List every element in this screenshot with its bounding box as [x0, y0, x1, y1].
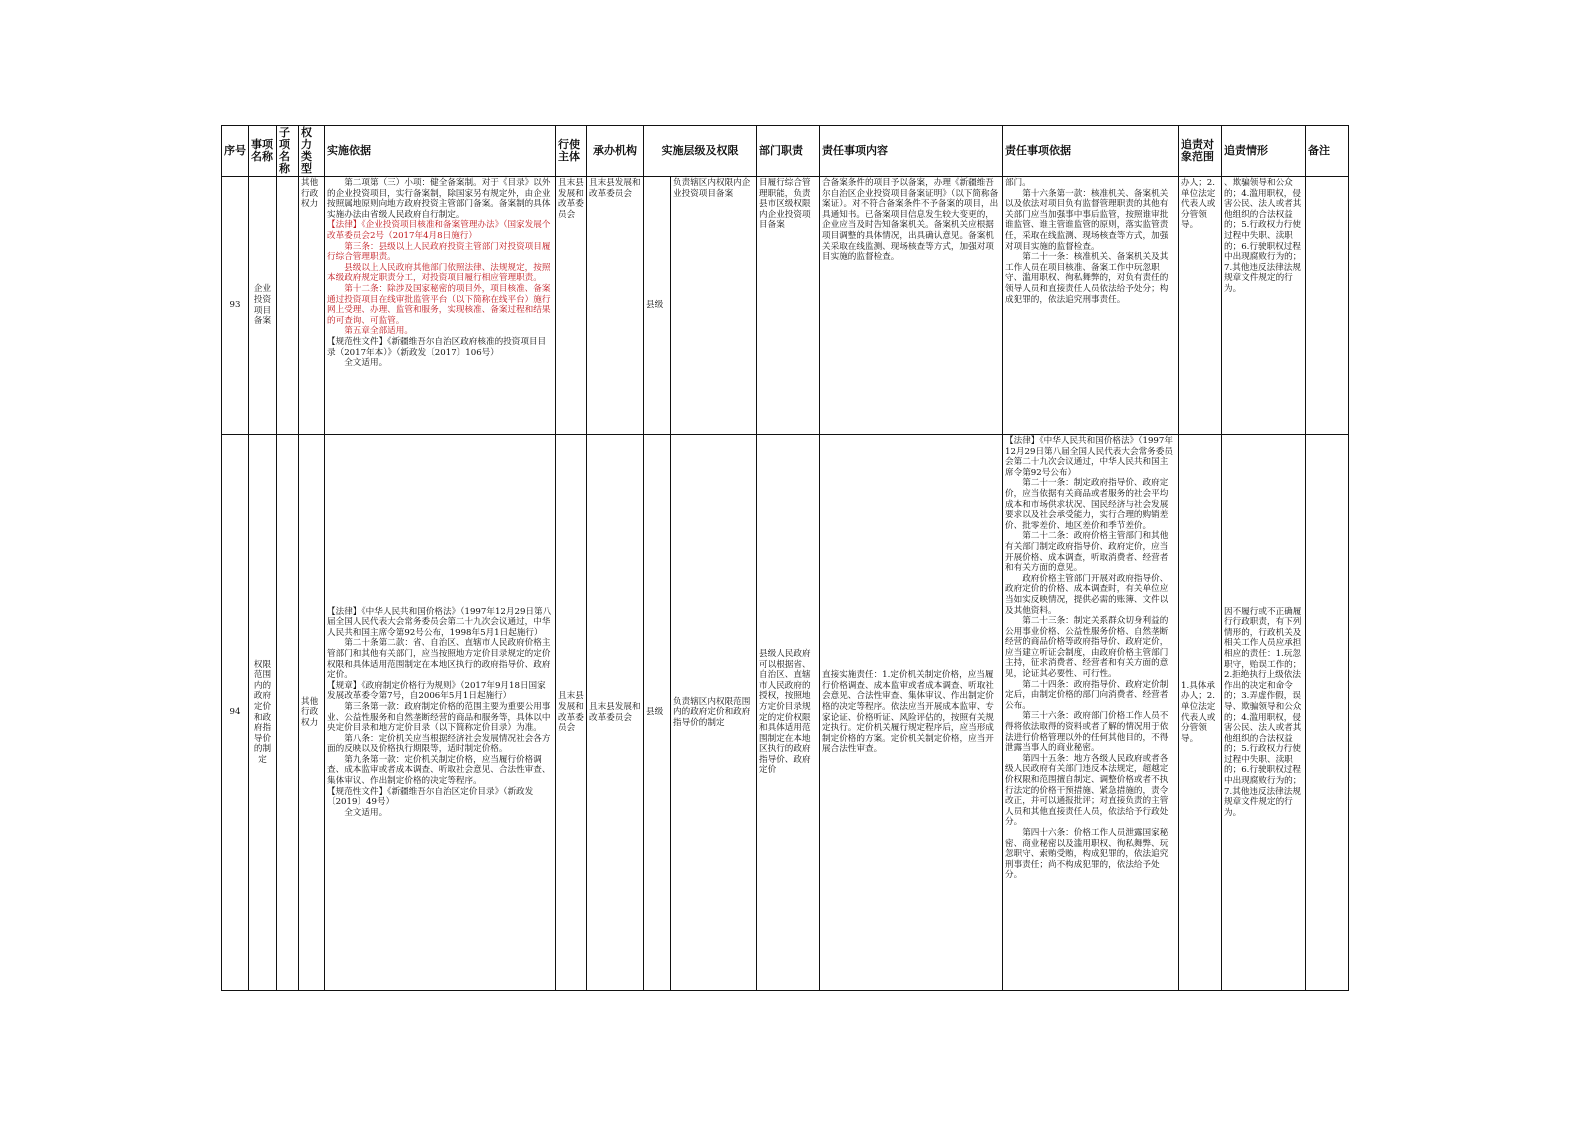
table-row	[222, 177, 1349, 435]
basis-paragraph: 第四十六条：价格工作人员泄露国家秘密、商业秘密以及滥用职权、徇私舞弊、玩忽职守、索贿受贿，构成犯罪的，依法追究刑事责任；尚不构成犯罪的，依法给予处分。	[1005, 827, 1169, 881]
basis-paragraph: 全文适用。	[344, 807, 388, 818]
basis-paragraph: 第五章全部适用。	[344, 326, 413, 337]
table-row	[222, 435, 1349, 991]
row-basis	[325, 177, 556, 435]
header-level: 实施层级及权限	[644, 126, 757, 177]
basis-paragraph: 县级以上人民政府其他部门依照法律、法规规定，按照本级政府规定职责分工，对投资项目履行相应管理职责。	[327, 262, 551, 284]
header-agency: 承办机构	[587, 126, 644, 177]
basis-paragraph: 第四十五条：地方各级人民政府或者各级人民政府有关部门违反本法规定，超越定价权限和范围擅自制定、调整价格或者不执行法定的价格干预措施、紧急措施的，责令改正，并可以通报批评；对直接负责的主管人员和其他直接责任人员，依法给予行政处分。	[1005, 753, 1169, 828]
basis-paragraph: 第二项第（三）小项：健全备案制。对于《目录》以外的企业投资项目，实行备案制，除国家另有规定外，由企业按照属地原则向地方政府投资主管部门备案。备案制的具体实施办法由省级人民政府自行制定。	[327, 178, 551, 220]
basis-paragraph: 政府价格主管部门开展对政府指导价、政府定价的价格、成本调查时，有关单位应当如实反映情况，提供必需的账簿、文件以及其他资料。	[1005, 573, 1169, 616]
basis-paragraphs	[327, 178, 553, 369]
row-subject: 且末县发展和改革委员会	[556, 177, 587, 435]
header-accountable-cases: 追责情形	[1222, 126, 1306, 177]
basis-paragraph: 第三十六条：政府部门价格工作人员不得将依法取得的资料或者了解的情况用于依法进行价格管理以外的任何其他目的，不得泄露当事人的商业秘密。	[1005, 711, 1169, 754]
row-level-desc: 负责辖区内权限内企业投资项目备案	[671, 177, 757, 435]
basis-paragraph: 第二十条第二款：省、自治区、直辖市人民政府价格主管部门和其他有关部门，应当按照地方定价目录规定的定价权限和具体适用范围制定在本地区执行的政府指导价、政府定价。	[327, 638, 551, 681]
basis-paragraphs	[327, 607, 553, 819]
row-level-scope: 县级	[644, 177, 671, 435]
header-resp-basis: 责任事项依据	[1003, 126, 1179, 177]
row-dept-duty: 县级人民政府可以根据省、自治区、直辖市人民政府的授权，按照地方定价目录规定的定价权限和具体适用范围制定在本地区执行的政府指导价、政府定价	[757, 435, 820, 991]
row-subject: 且末县发展和改革委员会	[556, 435, 587, 991]
header-accountable-scope: 追责对象范围	[1179, 126, 1222, 177]
row-remarks	[1306, 435, 1349, 991]
row-accountable-cases: 因不履行或不正确履行行政职责，有下列情形的，行政机关及相关工作人员应承担相应的责任：1.玩忽职守，贻误工作的；2.拒绝执行上级依法作出的决定和命令的；3.弄虚作假，误导、欺骗领导和公众的；4.滥用职权，侵害公民、法人或者其他组织的合法权益的；5.行政权力行使过程中失职、渎职的；6.行驶职权过程中出现腐败行为的；7.其他违反法律法规规章文件规定的行为。	[1222, 435, 1306, 991]
row-agency: 且末县发展和改革委员会	[587, 177, 644, 435]
row-level-scope: 县级	[644, 435, 671, 991]
resp-basis-paragraphs	[1005, 436, 1176, 881]
basis-paragraph: 第二十一条：制定政府指导价、政府定价，应当依据有关商品或者服务的社会平均成本和市场供求状况、国民经济与社会发展要求以及社会承受能力，实行合理的购销差价、批零差价、地区差价和季节差价。	[1005, 478, 1169, 531]
header-resp-content: 责任事项内容	[820, 126, 1003, 177]
row-sub-item	[277, 177, 299, 435]
resp-basis-paragraphs	[1005, 178, 1176, 305]
basis-paragraph: 【规范性文件】《新疆维吾尔自治区政府核准的投资项目目录（2017年本）》（新政发〔2017〕106号）	[327, 336, 547, 358]
row-resp-basis	[1003, 177, 1179, 435]
basis-paragraph: 全文适用。	[344, 358, 388, 369]
basis-paragraph: 第二十二条：政府价格主管部门和其他有关部门制定政府指导价、政府定价，应当开展价格、成本调查，听取消费者、经营者和有关方面的意见。	[1005, 531, 1169, 574]
row-resp-basis	[1003, 435, 1179, 991]
header-sub-item: 子项名称	[277, 126, 299, 177]
basis-paragraph: 第十六条第一款：核准机关、备案机关以及依法对项目负有监督管理职责的其他有关部门应当加强事中事后监管，按照谁审批谁监管、谁主管谁监管的原则，落实监管责任，采取在线监测、现场核查等方式，加强对项目实施的监督检查。	[1005, 188, 1169, 252]
basis-paragraph: 第九条第一款：定价机关制定价格，应当履行价格调查、成本监审或者成本调查、听取社会意见、合法性审查、集体审议、作出制定价格的决定等程序。	[327, 754, 551, 787]
row-power-type: 其他行政权力	[299, 177, 325, 435]
header-power-type: 权力类型	[299, 126, 325, 177]
row-resp-content: 直接实施责任：1.定价机关制定价格，应当履行价格调查、成本监审或者成本调查、听取社会意见、合法性审查、集体审议、作出制定价格的决定等程序。依法应当开展成本监审、专家论证、价格听证、风险评估的，按照有关规定执行。定价机关履行规定程序后，应当形成制定价格的方案。定价机关制定价格，应当开展合法性审查。	[820, 435, 1003, 991]
basis-paragraph: 第三条：县级以上人民政府投资主管部门对投资项目履行综合管理职责。	[327, 241, 551, 263]
header-dept-duty: 部门职责	[757, 126, 820, 177]
row-resp-content: 合备案条件的项目予以备案，办理《新疆维吾尔自治区企业投资项目备案证明》（以下简称备案证）。对不符合备案条件不予备案的项目，出具通知书。已备案项目信息发生较大变更的，企业应当及时告知备案机关。备案机关应根据项目调整的具体情况，出具确认意见。备案机关采取在线监测、现场核查等方式，加强对项目实施的监督检查。	[820, 177, 1003, 435]
basis-paragraph: 第二十三条：制定关系群众切身利益的公用事业价格、公益性服务价格、自然垄断经营的商品价格等政府指导价、政府定价，应当建立听证会制度，由政府价格主管部门主持，征求消费者、经营者和有关方面的意见，论证其必要性、可行性。	[1005, 616, 1169, 680]
row-remarks	[1306, 177, 1349, 435]
row-basis	[325, 435, 556, 991]
header-basis: 实施依据	[325, 126, 556, 177]
header-row	[222, 126, 1349, 177]
row-sub-item	[277, 435, 299, 991]
row-agency: 且末县发展和改革委员会	[587, 435, 644, 991]
basis-paragraph: 【规章】《政府制定价格行为规则》（2017年9月18日国家发展改革委令第7号，自2006年5月1日起施行）	[327, 680, 546, 702]
basis-paragraph: 第二十四条：政府指导价、政府定价制定后，由制定价格的部门向消费者、经营者公布。	[1005, 679, 1169, 711]
row-dept-duty: 目履行综合管理职能，负责县市区级权限内企业投资项目备案	[757, 177, 820, 435]
basis-paragraph: 第二十一条：核准机关、备案机关及其工作人员在项目核准、备案工作中玩忽职守、滥用职权、徇私舞弊的，对负有责任的领导人员和直接责任人员依法给予处分；构成犯罪的，依法追究刑事责任。	[1005, 252, 1169, 305]
basis-paragraph: 【法律】《企业投资项目核准和备案管理办法》（国家发展个改革委员会2号（2017年4月8日施行）	[327, 220, 551, 241]
row-item-name: 权限范围内的政府定价和政府指导价的制定	[249, 435, 277, 991]
basis-paragraph: 部门。	[1005, 178, 1031, 188]
header-seq: 序号	[222, 126, 249, 177]
row-accountable-scope: 1.具体承办人；2.单位法定代表人或分管领导。	[1179, 435, 1222, 991]
row-seq: 93	[222, 177, 249, 435]
row-accountable-cases: 、欺骗领导和公众的；4.滥用职权，侵害公民、法人或者其他组织的合法权益的；5.行政权力行使过程中失职、渎职的；6.行驶职权过程中出现腐败行为的；7.其他违反法律法规规章文件规定的行为。	[1222, 177, 1306, 435]
basis-paragraph: 第十二条：除涉及国家秘密的项目外，项目核准、备案通过投资项目在线审批监管平台（以下简称在线平台）施行网上受理、办理、监管和服务，实现核准、备案过程和结果的可查询、可监管。	[327, 283, 551, 326]
row-level-desc: 负责辖区内权限范围内的政府定价和政府指导价的制定	[671, 435, 757, 991]
header-subject: 行使主体	[556, 126, 587, 177]
header-item-name: 事项名称	[249, 126, 277, 177]
row-item-name: 企业投资项目备案	[249, 177, 277, 435]
responsibility-list-table-container	[221, 125, 1348, 985]
basis-paragraph: 【规范性文件】《新疆维吾尔自治区定价目录》（新政发〔2019〕49号）	[327, 786, 534, 808]
basis-paragraph: 第八条：定价机关应当根据经济社会发展情况社会各方面的反映以及价格执行期限等，适时制定价格。	[327, 733, 551, 755]
basis-paragraph: 【法律】《中华人民共和国价格法》（1997年12月29日第八届全国人民代表大会常务委员会第二十九次会议通过，中华人民共和国主席令第92号公布，1998年5月1日起施行）	[327, 606, 552, 638]
basis-paragraph: 【法律】《中华人民共和国价格法》（1997年12月29日第八届全国人民代表大会常务委员会第二十九次会议通过，中华人民共和国主席令第92号公布）	[1005, 436, 1173, 478]
row-accountable-scope: 办人；2.单位法定代表人或分管领导。	[1179, 177, 1222, 435]
row-power-type: 其他行政权力	[299, 435, 325, 991]
responsibility-list-table	[221, 125, 1349, 991]
header-remarks: 备注	[1306, 126, 1349, 177]
basis-paragraph: 第三条第一款：政府制定价格的范围主要为重要公用事业、公益性服务和自然垄断经营的商品和服务等，具体以中央定价目录和地方定价目录（以下简称定价目录）为准。	[327, 701, 551, 734]
row-seq: 94	[222, 435, 249, 991]
